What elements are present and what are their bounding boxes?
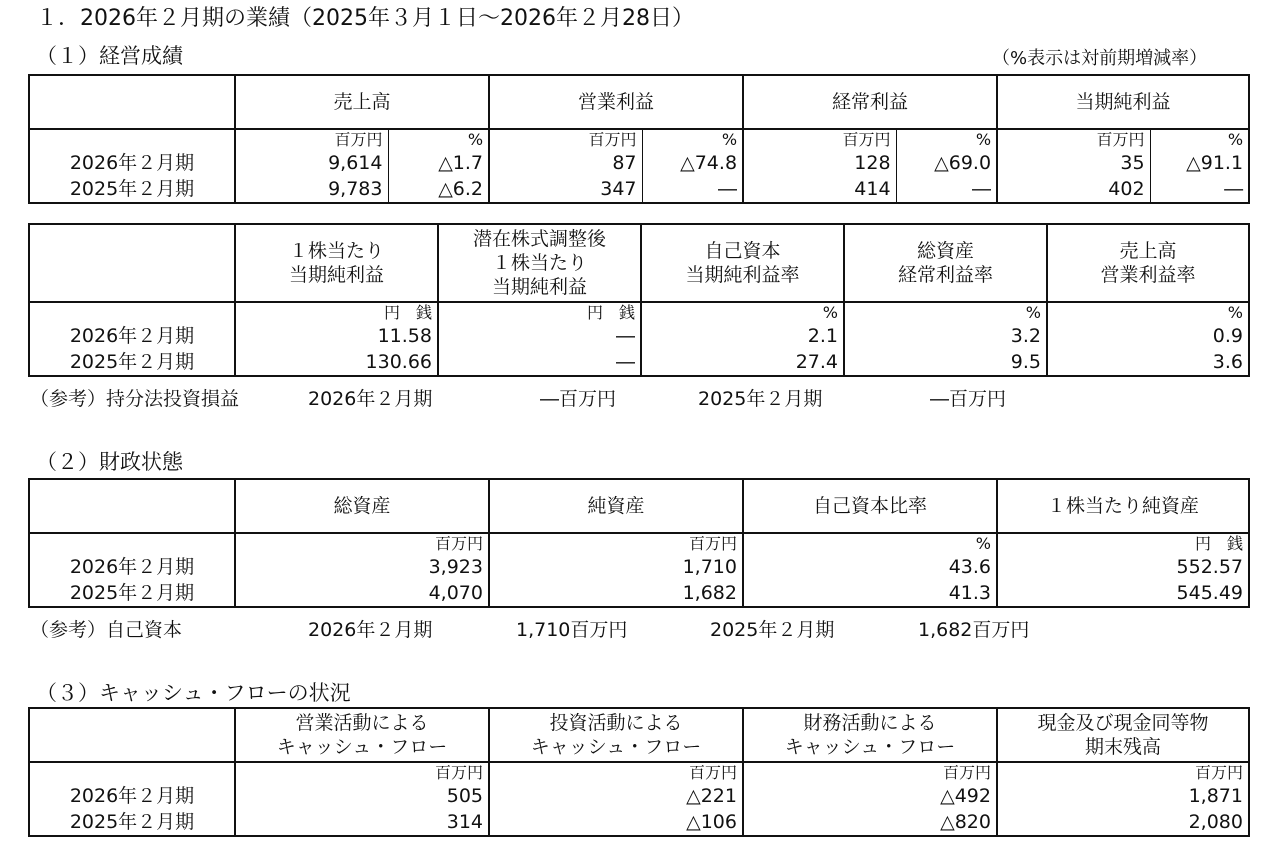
unit-cell: 百万円	[235, 533, 489, 553]
header-line: 営業活動による	[295, 712, 429, 734]
unit-row-label	[29, 129, 235, 149]
header-line: 売上高	[1119, 240, 1177, 262]
header-total-assets: 総資産	[235, 479, 489, 533]
financial-position-table	[28, 478, 1250, 608]
header-operating-margin	[1047, 224, 1249, 302]
equity-method-ref-label: （参考）持分法投資損益	[30, 388, 240, 410]
header-line: 経常利益率	[897, 264, 993, 286]
results-table	[28, 74, 1250, 204]
value-cell: 4,070	[235, 580, 489, 607]
value-cell: 2.1	[641, 322, 844, 349]
header-net-income: 当期純利益	[997, 75, 1249, 129]
header-line: １株当たり	[288, 240, 384, 262]
equity-method-ref-period1: 2026年２月期	[308, 388, 433, 410]
header-line: キャッシュ・フロー	[784, 736, 956, 758]
corner-cell	[29, 224, 235, 302]
table-row	[29, 349, 1249, 376]
table-row	[29, 782, 1249, 809]
header-bps: １株当たり純資産	[997, 479, 1249, 533]
value-cell: △492	[743, 782, 997, 809]
value-cell: ―	[896, 176, 997, 203]
equity-method-ref-value2: ―百万円	[930, 388, 1007, 410]
unit-cell: %	[388, 129, 489, 149]
value-cell: 128	[743, 149, 896, 176]
value-cell: 9.5	[844, 349, 1047, 376]
value-cell: 130.66	[235, 349, 438, 376]
value-cell: 1,871	[997, 782, 1249, 809]
value-cell: 347	[489, 176, 642, 203]
value-cell: 43.6	[743, 553, 997, 580]
value-cell: 2,080	[997, 809, 1249, 836]
value-cell: ―	[1150, 176, 1249, 203]
header-line: 現金及び現金同等物	[1037, 712, 1209, 734]
header-net-assets: 純資産	[489, 479, 743, 533]
header-line: 当期純利益率	[685, 264, 800, 286]
section-heading-financial-position: （２）財政状態	[36, 450, 183, 474]
header-line: １株当たり	[491, 252, 587, 274]
unit-cell: 百万円	[235, 762, 489, 782]
row-label: 2026年２月期	[29, 782, 235, 809]
table-row	[29, 176, 1249, 203]
unit-cell: %	[1047, 302, 1249, 322]
row-label: 2025年２月期	[29, 809, 235, 836]
header-line: 自己資本	[704, 240, 781, 262]
value-cell: ―	[438, 349, 641, 376]
unit-cell: 百万円	[489, 129, 642, 149]
corner-cell	[29, 479, 235, 533]
unit-cell: 百万円	[489, 533, 743, 553]
header-financing-cf	[743, 708, 997, 762]
value-cell: ―	[642, 176, 743, 203]
section-heading-results: （１）経営成績	[36, 44, 183, 68]
value-cell: △106	[489, 809, 743, 836]
corner-cell	[29, 75, 235, 129]
value-cell: 9,614	[235, 149, 388, 176]
header-roa	[844, 224, 1047, 302]
unit-row-label	[29, 762, 235, 782]
unit-cell: 百万円	[743, 129, 896, 149]
table-row	[29, 149, 1249, 176]
header-line: 潜在株式調整後	[472, 228, 606, 250]
header-line: 財務活動による	[803, 712, 937, 734]
unit-cell: %	[743, 533, 997, 553]
header-line: 当期純利益	[491, 276, 587, 298]
value-cell: 9,783	[235, 176, 388, 203]
equity-method-ref-value1: ―百万円	[540, 388, 617, 410]
unit-cell: 円 銭	[235, 302, 438, 322]
per-share-table	[28, 223, 1250, 377]
header-line: 期末残高	[1084, 736, 1161, 758]
header-cash-end	[997, 708, 1249, 762]
row-label: 2025年２月期	[29, 176, 235, 203]
header-line: 投資活動による	[549, 712, 683, 734]
value-cell: 1,682	[489, 580, 743, 607]
value-cell: 87	[489, 149, 642, 176]
equity-ref-value2: 1,682百万円	[918, 619, 1030, 641]
value-cell: 402	[997, 176, 1150, 203]
unit-cell: %	[844, 302, 1047, 322]
value-cell: △820	[743, 809, 997, 836]
value-cell: △1.7	[388, 149, 489, 176]
row-label: 2026年２月期	[29, 553, 235, 580]
value-cell: ―	[438, 322, 641, 349]
header-operating-cf	[235, 708, 489, 762]
header-diluted-eps	[438, 224, 641, 302]
value-cell: 3.6	[1047, 349, 1249, 376]
header-line: キャッシュ・フロー	[276, 736, 448, 758]
unit-cell: %	[642, 129, 743, 149]
header-investing-cf	[489, 708, 743, 762]
value-cell: 314	[235, 809, 489, 836]
table-row	[29, 322, 1249, 349]
value-cell: 3,923	[235, 553, 489, 580]
header-operating-profit: 営業利益	[489, 75, 743, 129]
header-line: キャッシュ・フロー	[530, 736, 702, 758]
unit-row-label	[29, 302, 235, 322]
unit-cell: %	[1150, 129, 1249, 149]
cash-flow-table	[28, 707, 1250, 837]
equity-method-ref-period2: 2025年２月期	[698, 388, 823, 410]
value-cell: △221	[489, 782, 743, 809]
header-line: 営業利益率	[1100, 264, 1196, 286]
corner-cell	[29, 708, 235, 762]
row-label: 2025年２月期	[29, 580, 235, 607]
value-cell: 0.9	[1047, 322, 1249, 349]
row-label: 2026年２月期	[29, 149, 235, 176]
header-line: 総資産	[916, 240, 974, 262]
section-heading-cash-flows: （３）キャッシュ・フローの状況	[36, 681, 351, 705]
document-title: １．2026年２月期の業績（2025年３月１日～2026年２月28日）	[36, 6, 694, 31]
unit-cell: %	[641, 302, 844, 322]
value-cell: 1,710	[489, 553, 743, 580]
header-roe	[641, 224, 844, 302]
value-cell: 505	[235, 782, 489, 809]
table-row	[29, 580, 1249, 607]
unit-cell: 百万円	[997, 762, 1249, 782]
unit-cell: 百万円	[489, 762, 743, 782]
equity-ref-period1: 2026年２月期	[308, 619, 433, 641]
percent-note: （%表示は対前期増減率）	[992, 48, 1208, 69]
row-label: 2026年２月期	[29, 322, 235, 349]
equity-ref-value1: 1,710百万円	[516, 619, 628, 641]
value-cell: △69.0	[896, 149, 997, 176]
unit-cell: 百万円	[743, 762, 997, 782]
value-cell: 11.58	[235, 322, 438, 349]
value-cell: 35	[997, 149, 1150, 176]
value-cell: 27.4	[641, 349, 844, 376]
value-cell: 545.49	[997, 580, 1249, 607]
unit-cell: 百万円	[997, 129, 1150, 149]
unit-row-label	[29, 533, 235, 553]
table-row	[29, 809, 1249, 836]
value-cell: 41.3	[743, 580, 997, 607]
value-cell: 3.2	[844, 322, 1047, 349]
unit-cell: %	[896, 129, 997, 149]
unit-cell: 百万円	[235, 129, 388, 149]
equity-ref-label: （参考）自己資本	[30, 619, 183, 641]
value-cell: △6.2	[388, 176, 489, 203]
header-eps	[235, 224, 438, 302]
header-line: 当期純利益	[288, 264, 384, 286]
value-cell: △74.8	[642, 149, 743, 176]
row-label: 2025年２月期	[29, 349, 235, 376]
value-cell: 552.57	[997, 553, 1249, 580]
header-ordinary-profit: 経常利益	[743, 75, 997, 129]
header-equity-ratio: 自己資本比率	[743, 479, 997, 533]
value-cell: △91.1	[1150, 149, 1249, 176]
table-row	[29, 553, 1249, 580]
value-cell: 414	[743, 176, 896, 203]
header-sales: 売上高	[235, 75, 489, 129]
unit-cell: 円 銭	[438, 302, 641, 322]
unit-cell: 円 銭	[997, 533, 1249, 553]
equity-ref-period2: 2025年２月期	[710, 619, 835, 641]
